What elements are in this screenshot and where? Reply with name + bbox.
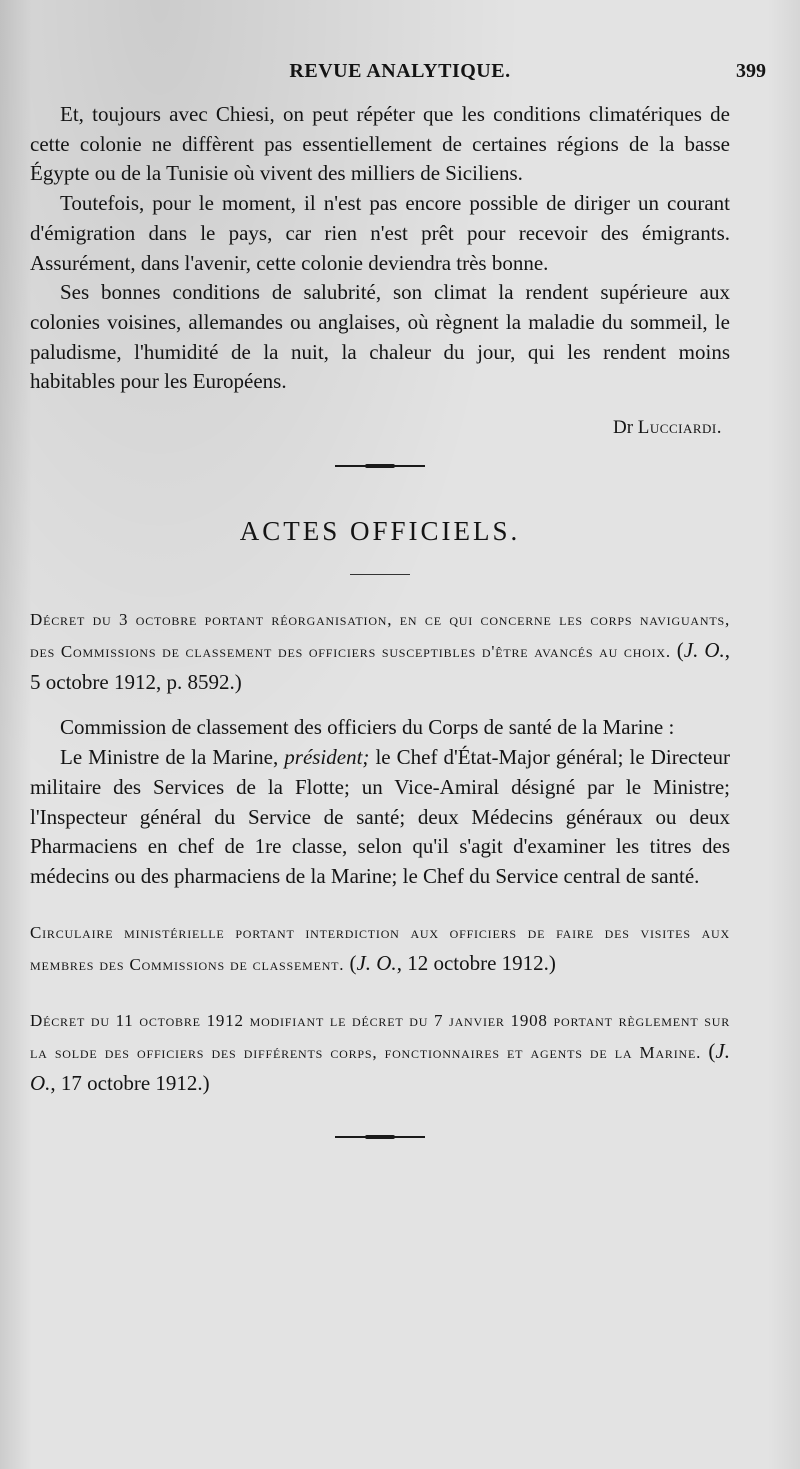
article-paragraph: Toutefois, pour le moment, il n'est pas encore possible de diriger un courant d'émigration dans le pays, car rien n'est prêt pour recevoir des émigrants. Assurément, dans l'avenir, cette colonie deviendra très bonne. bbox=[30, 191, 730, 275]
signature-title: Dr bbox=[612, 417, 634, 439]
article-paragraph: Et, toujours avec Chiesi, on peut répéter que les conditions climatériques de cette colonie ne diffèrent pas essentiellement de certaines régions de la basse Égypte ou de la Tunisie où vivent des milliers de Siciliens. bbox=[30, 102, 730, 186]
section-title: ACTES OFFICIELS. bbox=[239, 515, 521, 546]
commission-members: Le Ministre de la Marine, président; le Chef d'État-Major général; le Directeur militaire des Services de la Flotte; un Vice-Amiral désigné par le Ministre; l'Inspecteur général du Service de santé; deux Médecins généraux ou deux Pharmaciens en chef de 1re classe, selon qu'il s'agit d'examiner les titres des médecins ou des pharmaciens de la Marine; le Chef du Service central de santé. bbox=[30, 745, 730, 888]
section-divider bbox=[350, 574, 410, 575]
circular-entry bbox=[30, 918, 730, 980]
decree-entry bbox=[30, 605, 730, 699]
decree-text: Décret du 11 octobre 1912 modifiant le décret du 7 janvier 1908 portant règlement sur la solde des officiers des différents corps, fonctionnaires et agents de la Marine. bbox=[30, 1010, 730, 1062]
decree-text: Décret du 3 octobre portant réorganisation, en ce qui concerne les corps naviguants, des Commissions de classement des officiers susceptibles d'être avancés au choix. bbox=[30, 610, 730, 662]
circular-reference: (J. O., 12 octobre 1912.) bbox=[349, 950, 556, 975]
journal-source: J. O. bbox=[30, 1038, 730, 1095]
circular-text: Circulaire ministérielle portant interdiction aux officiers de faire des visites aux membres des Commissions de classement. bbox=[30, 922, 730, 974]
page-header bbox=[30, 60, 770, 94]
ornamental-rule bbox=[30, 465, 730, 467]
running-head: REVUE ANALYTIQUE. bbox=[289, 60, 511, 82]
signature-name: Lucciardi. bbox=[637, 417, 722, 439]
journal-source: J. O. bbox=[356, 950, 397, 975]
page-body bbox=[30, 100, 730, 1138]
commission-intro: Commission de classement des officiers du Corps de santé de la Marine : bbox=[60, 715, 675, 740]
president-label: président; bbox=[284, 745, 370, 770]
decree-entry bbox=[30, 1006, 730, 1100]
author-signature bbox=[30, 413, 730, 443]
article-paragraph: Ses bonnes conditions de salubrité, son climat la rendent supérieure aux colonies voisines, allemandes ou anglaises, où règnent la maladie du sommeil, le paludisme, l'humidité de la nuit, la chaleur du jour, qui les rendent moins habitables pour les Européens. bbox=[30, 280, 730, 394]
decree-reference: (J. O., 17 octobre 1912.) bbox=[30, 1038, 730, 1095]
ornamental-rule bbox=[30, 1136, 730, 1138]
journal-source: J. O. bbox=[683, 638, 725, 663]
page-number: 399 bbox=[736, 60, 766, 82]
decree-reference: (J. O., 5 octobre 1912, p. 8592.) bbox=[30, 638, 730, 695]
